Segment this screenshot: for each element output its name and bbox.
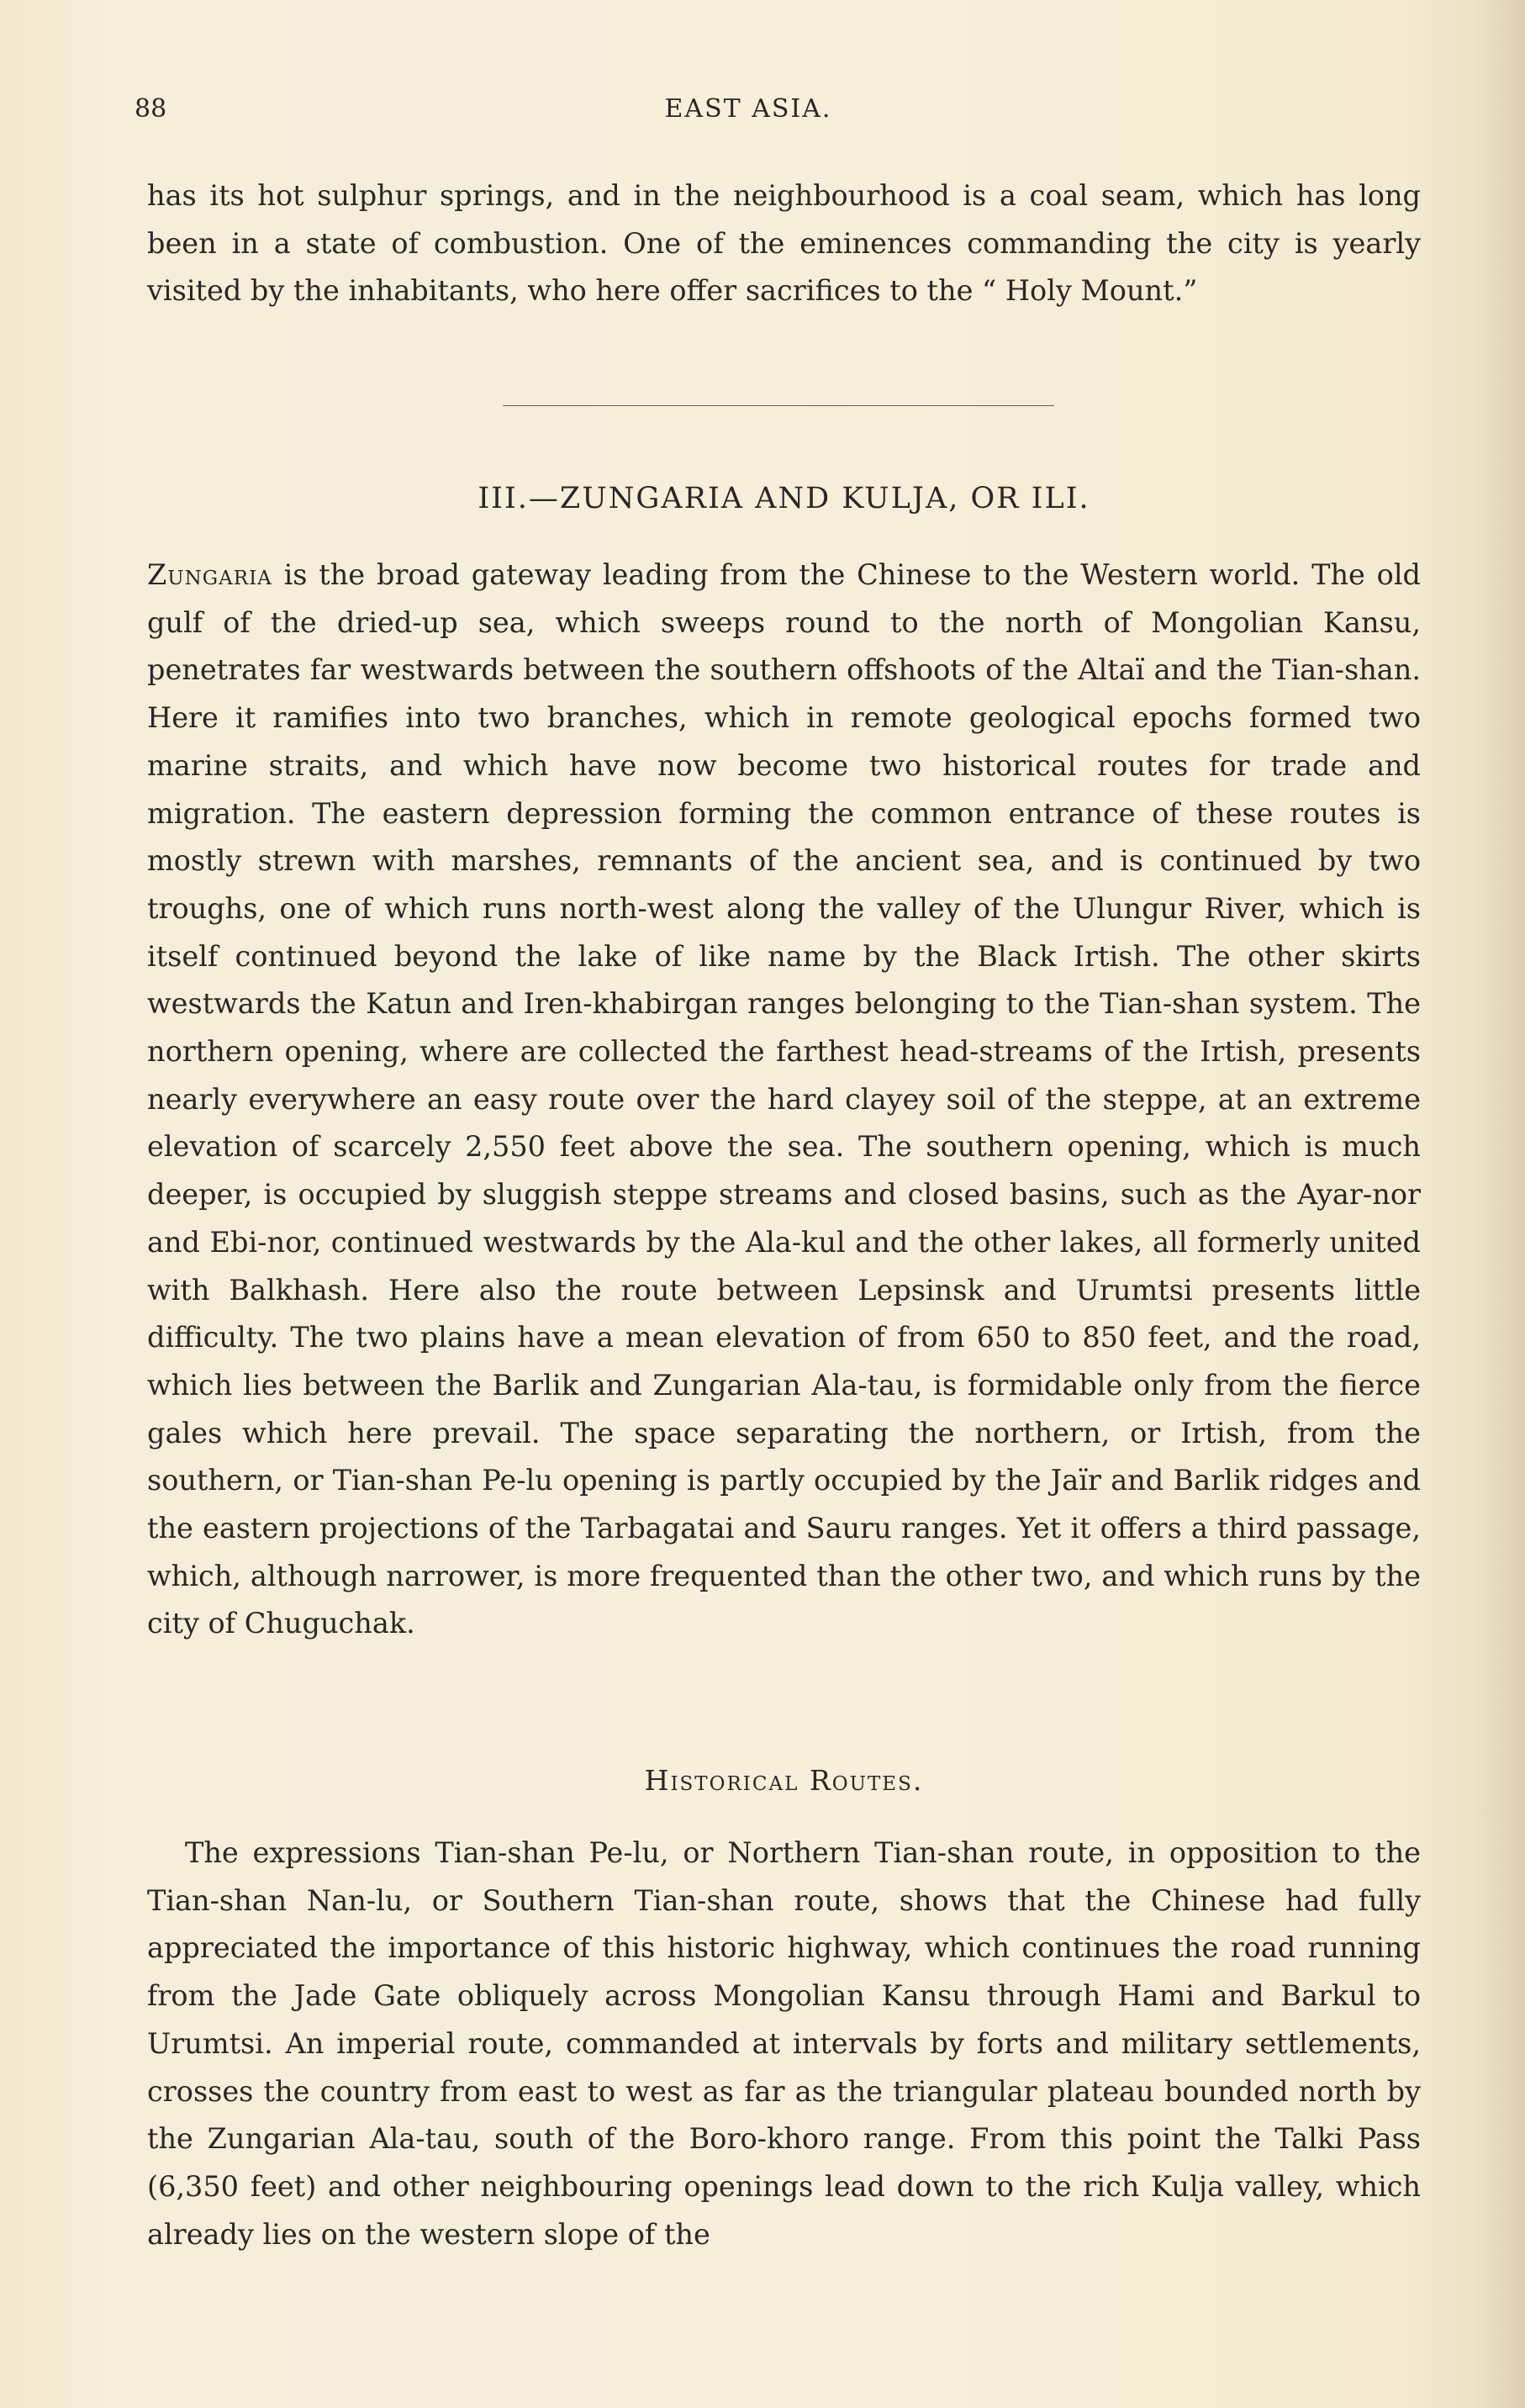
running-head — [135, 94, 1429, 136]
zungaria-paragraph-body: is the broad gateway leading from the Chinese to the Western world. The old gulf of the dried-up sea, which sweeps round to the north of Mongolian Kansu, penetrates far westwards between the southern offshoots of the Altaï and the Tian-shan. Here it ramifies into two branches, which in remote geological epochs formed two marine straits, and which have now become two historical routes for trade and migration. The eastern depression forming the common entrance of these routes is mostly strewn with marshes, remnants of the ancient sea, and is continued by two troughs, one of which runs north-west along the valley of the Ulungur River, which is itself continued beyond the lake of like name by the Black Irtish. The other skirts westwards the Katun and Iren-khabirgan ranges belonging to the Tian-shan system. The northern opening, where are collected the farthest head-streams of the Irtish, presents nearly everywhere an easy route over the hard clayey soil of the steppe, at an extreme elevation of scarcely 2,550 feet above the sea. The southern opening, which is much deeper, is occupied by sluggish steppe streams and closed basins, such as the Ayar-nor and Ebi-nor, continued westwards by the Ala-kul and the other lakes, all formerly united with Balkhash. Here also the route between Lepsinsk and Urumtsi presents little difficulty. The two plains have a mean elevation of from 650 to 850 feet, and the road, which lies between the Barlik and Zungarian Ala-tau, is formidable only from the fierce gales which here prevail. The space separating the northern, or Irtish, from the southern, or Tian-shan Pe-lu opening is partly occupied by the Jaïr and Barlik ridges and the eastern projections of the Tarbagatai and Sauru ranges. Yet it offers a third passage, which, although narrower, is more frequented than the other two, and which runs by the city of Chuguchak. — [147, 558, 1421, 1640]
zungaria-paragraph — [147, 552, 1421, 1648]
intro-paragraph: has its hot sulphur springs, and in the neighbourhood is a coal seam, which has long been in a state of combustion. One of the eminences commanding the city is yearly visited by the inhabitants, who here offer sacrifices to the “ Holy Mount.” — [147, 179, 1421, 308]
subsection-heading: Historical Routes. — [644, 1764, 924, 1797]
section-divider-rule — [503, 405, 1054, 406]
section-heading: III.—ZUNGARIA AND KULJA, OR ILI. — [478, 482, 1090, 515]
page-edge-shadow — [1475, 0, 1525, 2408]
running-title: EAST ASIA. — [664, 94, 832, 124]
lead-word: Zungaria — [147, 558, 272, 591]
historical-routes-paragraph: The expressions Tian-shan Pe-lu, or Northern Tian-shan route, in opposition to the Tian-shan Nan-lu, or Southern Tian-shan route, shows that the Chinese had fully appreciated the importance of this historic highway, which continues the road running from the Jade Gate obliquely across Mongolian Kansu through Hami and Barkul to Urumtsi. An imperial route, commanded at intervals by forts and military settlements, crosses the country from east to west as far as the triangular plateau bounded north by the Zungarian Ala-tau, south of the Boro-khoro range. From this point the Talki Pass (6,350 feet) and other neighbouring openings lead down to the rich Kulja valley, which already lies on the western slope of the — [147, 1836, 1421, 2251]
page-number: 88 — [135, 94, 167, 124]
